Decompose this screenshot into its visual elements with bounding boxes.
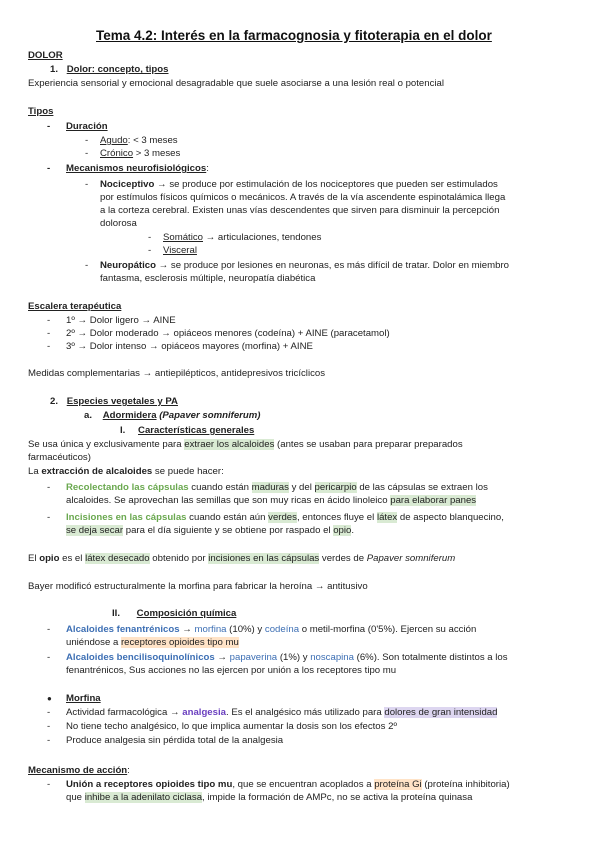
list-dash: - bbox=[47, 652, 51, 663]
list-dash: - bbox=[148, 245, 152, 256]
somatico-label: Somático bbox=[163, 232, 203, 243]
agudo-item bbox=[100, 135, 178, 148]
morfina-term: morfina bbox=[194, 624, 227, 635]
cronico-value: > 3 meses bbox=[133, 148, 181, 159]
section-dolor-heading: DOLOR bbox=[28, 50, 63, 61]
list-dash: - bbox=[47, 121, 51, 132]
duracion-label: Duración bbox=[66, 121, 108, 132]
bencil-text-2: (6%). Son totalmente distintos a los bbox=[353, 652, 508, 663]
list-dash: - bbox=[85, 260, 89, 271]
section-i-title: Características generales bbox=[138, 425, 255, 436]
opio-highlight-incisiones: incisiones en las cápsulas bbox=[208, 553, 320, 564]
list-dash: - bbox=[47, 721, 51, 732]
opio-latin: Papaver somniferum bbox=[366, 553, 456, 564]
bencil-arrow: → bbox=[214, 652, 230, 663]
fenantrenicos-text-2: o metil-morfina (0'5%). Ejercen su acción bbox=[299, 624, 477, 635]
list-dash: - bbox=[47, 735, 51, 746]
mecanismo-line-2 bbox=[66, 792, 472, 805]
agudo-value: : < 3 meses bbox=[127, 135, 178, 146]
extraccion-bold: extracción de alcaloides bbox=[41, 466, 153, 477]
bencil-line-1 bbox=[66, 652, 508, 665]
dolor-definition: Experiencia sensorial y emocional desagradable que suele asociarse a una lesión real o potencial bbox=[28, 78, 444, 89]
neuropatico-label: Neuropático bbox=[100, 260, 156, 271]
fenantrenicos-arrow: → bbox=[179, 624, 195, 635]
agudo-label: Agudo bbox=[100, 135, 128, 146]
section-ii-number: II. bbox=[112, 608, 120, 619]
somatico-value: → articulaciones, tendones bbox=[203, 232, 322, 243]
section-2-number: 2. bbox=[50, 396, 59, 407]
incisiones-label: Incisiones en las cápsulas bbox=[66, 512, 187, 523]
section-ii-heading bbox=[112, 608, 236, 621]
noscapina-term: noscapina bbox=[310, 652, 354, 663]
opio-line bbox=[28, 553, 455, 566]
morfina-actividad bbox=[66, 707, 497, 720]
incisiones-highlight-latex: látex bbox=[376, 512, 398, 523]
nociceptivo-text: → se produce por estimulación de los nociceptores que pueden ser estimulados bbox=[154, 179, 498, 190]
mecanismo-line2-pre: que bbox=[66, 792, 85, 803]
mecanismos-label: Mecanismos neurofisiológicos bbox=[66, 163, 207, 174]
opio-bold: opio bbox=[39, 553, 60, 564]
actividad-text: . Es el analgésico más utilizado para bbox=[225, 707, 385, 718]
section-i-heading bbox=[120, 425, 254, 438]
list-dash: - bbox=[85, 148, 89, 159]
neuropatico-line-1 bbox=[100, 260, 509, 273]
mecanismos-heading bbox=[66, 163, 209, 176]
incisiones-line-1 bbox=[66, 512, 504, 525]
extraccion-pre: La bbox=[28, 466, 42, 477]
escalera-heading: Escalera terapéutica bbox=[28, 301, 122, 312]
dolores-intensidad-highlight: dolores de gran intensidad bbox=[384, 707, 498, 718]
extraccion-post: se puede hacer: bbox=[152, 466, 224, 477]
cronico-label: Crónico bbox=[100, 148, 134, 159]
fenantrenicos-text-1: (10%) y bbox=[226, 624, 265, 635]
escalera-item-1: 1º → Dolor ligero → AINE bbox=[66, 315, 176, 326]
fenantrenicos-line-1 bbox=[66, 624, 476, 637]
recolectando-highlight-pericarpio: pericarpio bbox=[314, 482, 357, 493]
uso-pre: Se usa única y exclusivamente para bbox=[28, 439, 185, 450]
mecanismo-colon: : bbox=[127, 765, 130, 776]
section-a-heading bbox=[84, 410, 261, 423]
union-receptores-bold: Unión a receptores opioides tipo mu bbox=[66, 779, 233, 790]
morfina-item-analgesia: Produce analgesia sin pérdida total de la analgesia bbox=[66, 735, 284, 746]
section-1-heading bbox=[50, 64, 169, 77]
section-a-latin: (Papaver somniferum) bbox=[156, 410, 261, 421]
recolectando-line-2 bbox=[66, 495, 476, 508]
incisiones-highlight-secar: se deja secar bbox=[66, 525, 124, 536]
codeina-term: codeína bbox=[264, 624, 300, 635]
mecanismo-label: Mecanismo de acción bbox=[28, 765, 128, 776]
morfina-item-techo: No tiene techo analgésico, lo que implica aumentar la dosis son los efectos 2º bbox=[66, 721, 397, 732]
nociceptivo-line-3: a la corteza cerebral. Existen unas vías descendentes que sirven para disminuir la percepción bbox=[100, 205, 500, 216]
proteina-gi-highlight: proteína Gi bbox=[374, 779, 422, 790]
mecanismo-line-1 bbox=[66, 779, 510, 792]
opio-text-4: verdes de bbox=[319, 553, 367, 564]
list-dash: - bbox=[47, 624, 51, 635]
bencil-line-2: fenantrénicos, Sus acciones no las ejercen por unión a los receptores tipo mu bbox=[66, 665, 397, 676]
recolectando-text-3: de las cápsulas se extraen los bbox=[356, 482, 488, 493]
section-1-title: Dolor: concepto, tipos bbox=[66, 64, 169, 75]
incisiones-text-1: cuando están aún bbox=[186, 512, 269, 523]
nociceptivo-line-1 bbox=[100, 179, 498, 192]
incisiones-text-2: , entonces fluye el bbox=[296, 512, 377, 523]
list-dash: - bbox=[47, 779, 51, 790]
receptores-mu-highlight: receptores opioides tipo mu bbox=[120, 637, 239, 648]
fenantrenicos-line-2 bbox=[66, 637, 239, 650]
analgesia-term: analgesia bbox=[182, 707, 226, 718]
mecanismo-line2-text: , impide la formación de AMPc, no se activa la proteína quinasa bbox=[202, 792, 473, 803]
bencil-label: Alcaloides bencilisoquinolínicos bbox=[66, 652, 215, 663]
list-dash: - bbox=[85, 135, 89, 146]
list-dash: - bbox=[47, 341, 51, 352]
fenantrenicos-label: Alcaloides fenantrénicos bbox=[66, 624, 180, 635]
mecanismo-text-2: (proteína inhibitoria) bbox=[421, 779, 510, 790]
opio-highlight-latex: látex desecado bbox=[85, 553, 150, 564]
medidas-complementarias: Medidas complementarias → antiepilépticos, antidepresivos tricíclicos bbox=[28, 368, 326, 379]
cronico-item bbox=[100, 148, 180, 161]
actividad-pre: Actividad farmacológica → bbox=[66, 707, 183, 718]
neuropatico-text: → se produce por lesiones en neuronas, es más difícil de tratar. Dolor en miembro bbox=[155, 260, 509, 271]
morfina-heading: Morfina bbox=[66, 693, 101, 704]
section-2-title: Especies vegetales y PA bbox=[66, 396, 178, 407]
recolectando-line2-text: alcaloides. Se aprovechan las semillas que son muy ricas en ácido linoleico bbox=[66, 495, 391, 506]
opio-text-1: El bbox=[28, 553, 40, 564]
list-dash: - bbox=[148, 232, 152, 243]
incisiones-line2-end: . bbox=[351, 525, 355, 536]
section-1-number: 1. bbox=[50, 64, 59, 75]
uso-highlight: extraer los alcaloides bbox=[184, 439, 275, 450]
incisiones-highlight-verdes: verdes bbox=[268, 512, 297, 523]
page-title: Tema 4.2: Interés en la farmacognosia y fitoterapia en el dolor bbox=[96, 28, 492, 43]
recolectando-highlight-panes: para elaborar panes bbox=[390, 495, 477, 506]
nociceptivo-line-2: por estímulos físicos químicos o mecánicos. A través de la vía ascendente espinotalámica llega bbox=[100, 192, 506, 203]
list-dash: - bbox=[47, 707, 51, 718]
recolectando-label: Recolectando las cápsulas bbox=[66, 482, 189, 493]
opio-text-3: obtenido por bbox=[149, 553, 209, 564]
papaverina-term: papaverina bbox=[229, 652, 278, 663]
mecanismo-text-1: , que se encuentran acoplados a bbox=[232, 779, 375, 790]
visceral-label: Visceral bbox=[163, 245, 197, 256]
escalera-item-2: 2º → Dolor moderado → opiáceos menores (codeína) + AINE (paracetamol) bbox=[66, 328, 390, 339]
extraccion-line bbox=[28, 466, 224, 479]
list-dash: - bbox=[47, 315, 51, 326]
bencil-text-1: (1%) y bbox=[277, 652, 311, 663]
fenantrenicos-line2-text: uniéndose a bbox=[66, 637, 121, 648]
list-dash: - bbox=[47, 328, 51, 339]
adenilato-ciclasa-highlight: inhibe a la adenilato ciclasa bbox=[84, 792, 203, 803]
list-dash: - bbox=[47, 482, 51, 493]
section-2-heading bbox=[50, 396, 178, 409]
uso-line-1 bbox=[28, 439, 463, 452]
incisiones-highlight-opio: opio bbox=[333, 525, 352, 536]
uso-post: (antes se usaban para preparar preparados bbox=[274, 439, 463, 450]
opio-text-2: es el bbox=[59, 553, 86, 564]
mecanismos-colon: : bbox=[206, 163, 209, 174]
recolectando-line-1 bbox=[66, 482, 488, 495]
nociceptivo-label: Nociceptivo bbox=[100, 179, 155, 190]
section-a-title: Adormidera bbox=[102, 410, 157, 421]
nociceptivo-line-4: dolorosa bbox=[100, 218, 137, 229]
recolectando-text-2: y del bbox=[288, 482, 315, 493]
section-a-number: a. bbox=[84, 410, 93, 421]
bayer-line: Bayer modificó estructuralmente la morfina para fabricar la heroína → antitusivo bbox=[28, 581, 368, 592]
incisiones-line2-text: para el día siguiente y se obtiene por raspado el bbox=[123, 525, 334, 536]
list-dash: - bbox=[47, 163, 51, 174]
tipos-heading: Tipos bbox=[28, 106, 54, 117]
incisiones-text-3: de aspecto blanquecino, bbox=[397, 512, 504, 523]
bullet-icon: ● bbox=[47, 694, 52, 703]
incisiones-line-2 bbox=[66, 525, 354, 538]
mecanismo-heading bbox=[28, 765, 130, 778]
escalera-item-3: 3º → Dolor intenso → opiáceos mayores (morfina) + AINE bbox=[66, 341, 313, 352]
neuropatico-line-2: fantasma, esclerosis múltiple, neuropatía diabética bbox=[100, 273, 316, 284]
section-i-number: I. bbox=[120, 425, 126, 436]
somatico-item bbox=[163, 232, 321, 245]
list-dash: - bbox=[85, 179, 89, 190]
recolectando-text-1: cuando están bbox=[188, 482, 252, 493]
uso-line-2: farmacéuticos) bbox=[28, 452, 91, 463]
list-dash: - bbox=[47, 512, 51, 523]
section-ii-title: Composición química bbox=[136, 608, 237, 619]
recolectando-highlight-maduras: maduras bbox=[251, 482, 289, 493]
